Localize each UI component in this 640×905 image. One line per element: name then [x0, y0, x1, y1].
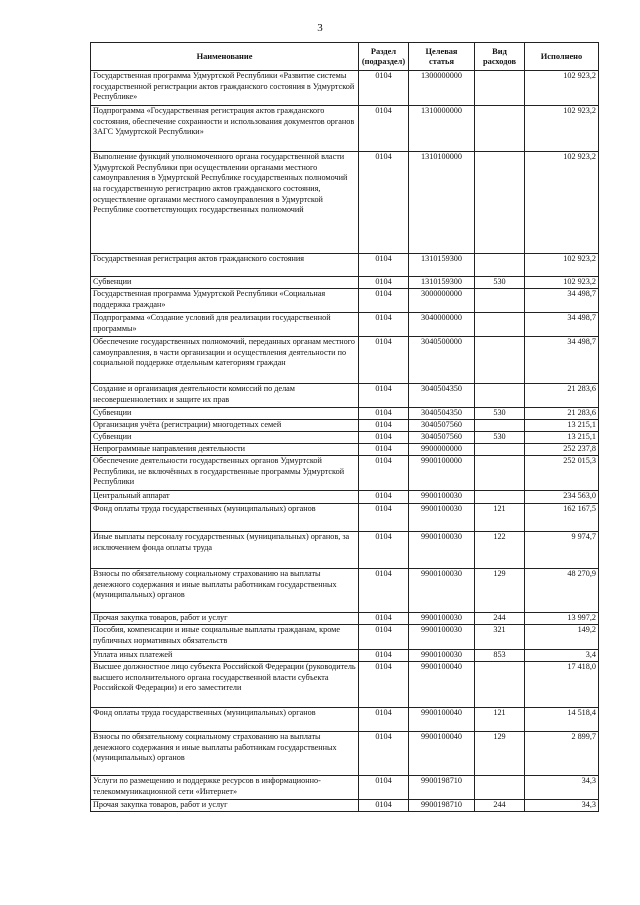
row-name: Субвенции: [91, 432, 359, 444]
row-target: 1300000000: [409, 71, 475, 106]
row-kind: 530: [475, 408, 525, 420]
table-row: [91, 420, 599, 432]
row-name: Услуги по размещению и поддержке ресурсов в информационно-телекоммуникационной сети «Интернет»: [91, 776, 359, 800]
header-target: [409, 43, 475, 71]
table-row: [91, 662, 599, 708]
row-kind: 321: [475, 625, 525, 650]
row-target: 9900100030: [409, 504, 475, 532]
row-amount: 48 270,9: [525, 569, 599, 613]
table-row: [91, 708, 599, 732]
row-amount: 102 923,2: [525, 152, 599, 254]
row-kind: [475, 289, 525, 313]
row-name: Государственная регистрация актов гражданского состояния: [91, 254, 359, 277]
row-name: Прочая закупка товаров, работ и услуг: [91, 800, 359, 812]
row-section: 0104: [359, 662, 409, 708]
row-amount: 21 283,6: [525, 408, 599, 420]
row-amount: 34,3: [525, 776, 599, 800]
row-target: 3040504350: [409, 408, 475, 420]
row-name: Уплата иных платежей: [91, 650, 359, 662]
header-kind: [475, 43, 525, 71]
row-name: Создание и организация деятельности комиссий по делам несовершеннолетних и защите их прав: [91, 384, 359, 408]
row-name: Фонд оплаты труда государственных (муниципальных) органов: [91, 504, 359, 532]
row-kind: 121: [475, 708, 525, 732]
row-amount: 252 015,3: [525, 456, 599, 491]
row-section: 0104: [359, 456, 409, 491]
row-name: Высшее должностное лицо субъекта Российской Федерации (руководитель высшего исполнительного органа государственной власти субъекта Российской Федерации) и его заместители: [91, 662, 359, 708]
row-section: 0104: [359, 254, 409, 277]
row-target: 9900100040: [409, 732, 475, 776]
row-section: 0104: [359, 106, 409, 152]
row-section: 0104: [359, 71, 409, 106]
table-row: [91, 732, 599, 776]
row-amount: 149,2: [525, 625, 599, 650]
row-name: Обеспечение деятельности государственных органов Удмуртской Республики, не включённых в государственные программы Удмуртской Республики: [91, 456, 359, 491]
table-row: [91, 776, 599, 800]
row-name: Организация учёта (регистрации) многодетных семей: [91, 420, 359, 432]
row-kind: [475, 420, 525, 432]
table-row: [91, 650, 599, 662]
row-name: Субвенции: [91, 277, 359, 289]
row-section: 0104: [359, 650, 409, 662]
table-row: [91, 254, 599, 277]
row-kind: 853: [475, 650, 525, 662]
row-name: Непрограммные направления деятельности: [91, 444, 359, 456]
row-target: 9900100040: [409, 708, 475, 732]
row-target: 9900100030: [409, 613, 475, 625]
row-section: 0104: [359, 569, 409, 613]
row-target: 9900100030: [409, 532, 475, 569]
row-amount: 9 974,7: [525, 532, 599, 569]
row-amount: 21 283,6: [525, 384, 599, 408]
row-section: 0104: [359, 491, 409, 504]
row-target: 1310100000: [409, 152, 475, 254]
row-kind: [475, 152, 525, 254]
row-section: 0104: [359, 800, 409, 812]
row-target: 9900100040: [409, 662, 475, 708]
row-target: 9900100030: [409, 650, 475, 662]
row-name: Выполнение функций уполномоченного органа государственной власти Удмуртской Республики при осуществлении органами местного самоуправления в Удмуртской Республике государственных полномочий на государственную регистрацию актов гражданского состояния, осуществление органами местного самоуправления в Удмуртской Республике соответствующих государственных полномочий: [91, 152, 359, 254]
row-target: 9900198710: [409, 800, 475, 812]
row-name: Обеспечение государственных полномочий, переданных органам местного самоуправления, в части организации и осуществления деятельности по социальной поддержке отдельным категориям граждан: [91, 337, 359, 384]
table-row: [91, 456, 599, 491]
row-target: 3040507560: [409, 420, 475, 432]
row-amount: 17 418,0: [525, 662, 599, 708]
budget-execution-table: [90, 42, 599, 812]
table-row: [91, 337, 599, 384]
row-kind: [475, 254, 525, 277]
row-amount: 102 923,2: [525, 71, 599, 106]
table-row: [91, 800, 599, 812]
row-name: Взносы по обязательному социальному страхованию на выплаты денежного содержания и иные выплаты работникам государственных (муниципальных) органов: [91, 732, 359, 776]
row-kind: [475, 776, 525, 800]
table-row: [91, 444, 599, 456]
row-section: 0104: [359, 337, 409, 384]
row-section: 0104: [359, 432, 409, 444]
table-row: [91, 289, 599, 313]
row-kind: 530: [475, 432, 525, 444]
row-amount: 34 498,7: [525, 289, 599, 313]
table-row: [91, 613, 599, 625]
row-target: 9900100030: [409, 625, 475, 650]
row-kind: [475, 662, 525, 708]
row-section: 0104: [359, 384, 409, 408]
row-target: 9900100030: [409, 491, 475, 504]
header-target-line-2: статья: [429, 56, 454, 66]
row-kind: [475, 456, 525, 491]
row-name: Субвенции: [91, 408, 359, 420]
row-amount: 252 237,8: [525, 444, 599, 456]
header-section-line-1: Раздел: [370, 46, 397, 56]
row-kind: 129: [475, 569, 525, 613]
row-target: 3040000000: [409, 313, 475, 337]
table-row: [91, 625, 599, 650]
row-kind: 530: [475, 277, 525, 289]
row-amount: 102 923,2: [525, 277, 599, 289]
row-section: 0104: [359, 277, 409, 289]
header-amount: Исполнено: [525, 43, 599, 71]
row-section: 0104: [359, 613, 409, 625]
row-name: Фонд оплаты труда государственных (муниципальных) органов: [91, 708, 359, 732]
row-name: Государственная программа Удмуртской Республики «Социальная поддержка граждан»: [91, 289, 359, 313]
row-name: Пособия, компенсации и иные социальные выплаты гражданам, кроме публичных нормативных обязательств: [91, 625, 359, 650]
row-amount: 34,3: [525, 800, 599, 812]
row-kind: 244: [475, 613, 525, 625]
row-name: Центральный аппарат: [91, 491, 359, 504]
header-kind-line-1: Вид: [492, 46, 507, 56]
table-row: [91, 504, 599, 532]
table-row: [91, 569, 599, 613]
row-section: 0104: [359, 504, 409, 532]
row-target: 9900100000: [409, 456, 475, 491]
row-name: Подпрограмма «Государственная регистрация актов гражданского состояния, обеспечение сохранности и использования документов органов ЗАГС Удмуртской Республики»: [91, 106, 359, 152]
row-amount: 34 498,7: [525, 337, 599, 384]
row-section: 0104: [359, 420, 409, 432]
row-kind: 121: [475, 504, 525, 532]
table-row: [91, 71, 599, 106]
row-section: 0104: [359, 708, 409, 732]
row-kind: [475, 444, 525, 456]
row-target: 3040504350: [409, 384, 475, 408]
header-name: Наименование: [91, 43, 359, 71]
header-section-line-2: (подраздел): [361, 56, 406, 66]
row-section: 0104: [359, 444, 409, 456]
table-header-row: [91, 43, 599, 71]
table-row: [91, 313, 599, 337]
row-amount: 2 899,7: [525, 732, 599, 776]
row-target: 1310000000: [409, 106, 475, 152]
row-target: 9900100030: [409, 569, 475, 613]
row-kind: [475, 337, 525, 384]
row-target: 1310159300: [409, 254, 475, 277]
row-amount: 13 215,1: [525, 420, 599, 432]
row-section: 0104: [359, 732, 409, 776]
row-section: 0104: [359, 152, 409, 254]
row-target: 1310159300: [409, 277, 475, 289]
row-kind: 122: [475, 532, 525, 569]
row-amount: 13 215,1: [525, 432, 599, 444]
row-target: 3040500000: [409, 337, 475, 384]
row-amount: 234 563,0: [525, 491, 599, 504]
row-section: 0104: [359, 313, 409, 337]
row-kind: 129: [475, 732, 525, 776]
row-name: Государственная программа Удмуртской Республики «Развитие системы государственной регистрации актов гражданского состояния в Удмуртской Республике»: [91, 71, 359, 106]
row-kind: [475, 491, 525, 504]
row-amount: 34 498,7: [525, 313, 599, 337]
header-section: [359, 43, 409, 71]
header-kind-line-2: расходов: [482, 56, 516, 66]
row-section: 0104: [359, 408, 409, 420]
table-row: [91, 432, 599, 444]
row-amount: 162 167,5: [525, 504, 599, 532]
row-section: 0104: [359, 532, 409, 569]
row-section: 0104: [359, 625, 409, 650]
row-amount: 102 923,2: [525, 254, 599, 277]
row-section: 0104: [359, 776, 409, 800]
page-number: 3: [317, 22, 323, 34]
row-name: Подпрограмма «Создание условий для реализации государственной программы»: [91, 313, 359, 337]
table-row: [91, 152, 599, 254]
header-target-line-1: Целевая: [425, 46, 458, 56]
table-row: [91, 277, 599, 289]
table-row: [91, 532, 599, 569]
table-row: [91, 491, 599, 504]
row-kind: [475, 106, 525, 152]
row-name: Иные выплаты персоналу государственных (муниципальных) органов, за исключением фонда оплаты труда: [91, 532, 359, 569]
row-kind: [475, 313, 525, 337]
table-row: [91, 408, 599, 420]
row-kind: 244: [475, 800, 525, 812]
row-section: 0104: [359, 289, 409, 313]
table-row: [91, 384, 599, 408]
row-target: 9900198710: [409, 776, 475, 800]
row-target: 3040507560: [409, 432, 475, 444]
row-amount: 14 518,4: [525, 708, 599, 732]
row-kind: [475, 384, 525, 408]
row-target: 3000000000: [409, 289, 475, 313]
row-amount: 3,4: [525, 650, 599, 662]
row-kind: [475, 71, 525, 106]
row-amount: 102 923,2: [525, 106, 599, 152]
row-name: Взносы по обязательному социальному страхованию на выплаты денежного содержания и иные выплаты работникам государственных (муниципальных) органов: [91, 569, 359, 613]
row-name: Прочая закупка товаров, работ и услуг: [91, 613, 359, 625]
row-amount: 13 997,2: [525, 613, 599, 625]
row-target: 9900000000: [409, 444, 475, 456]
table-row: [91, 106, 599, 152]
